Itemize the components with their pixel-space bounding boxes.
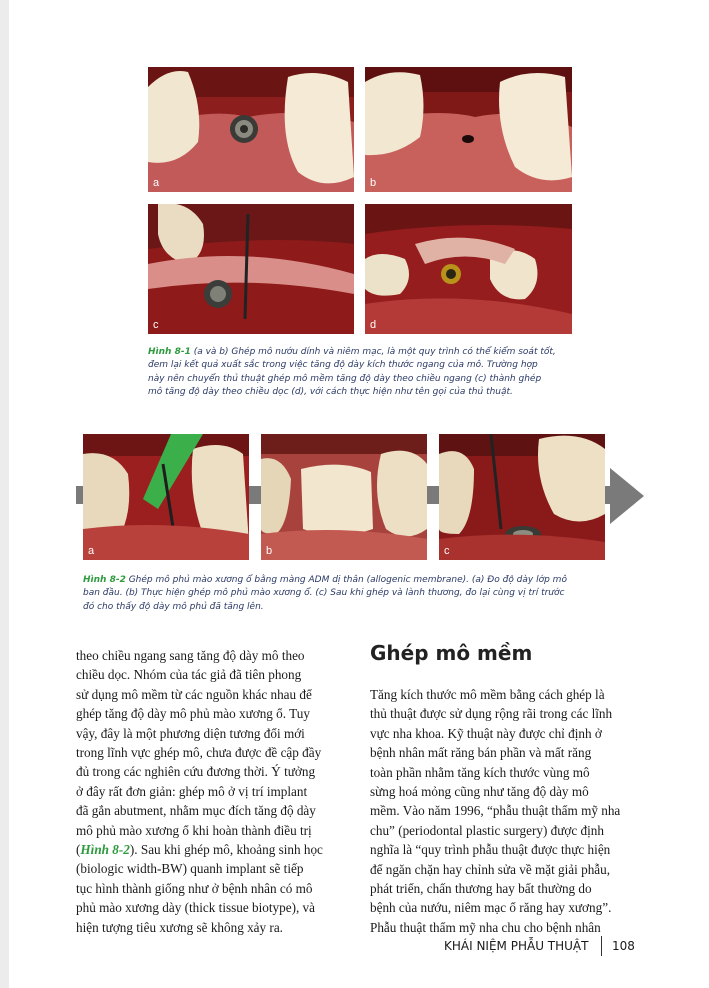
footer-divider — [601, 936, 602, 956]
body-line: mô phủ mào xương ổ khi hoàn thành điều trị — [76, 822, 312, 838]
figure2-caption-line: Ghép mô phủ mào xương ổ bằng màng ADM dị thân (allogenic membrane). (a) Đo độ dày lớp mô — [125, 575, 567, 585]
figure2-photo-a — [83, 434, 249, 560]
figure1-label-a: a — [153, 177, 160, 189]
arrow-right-icon — [610, 468, 644, 524]
body-line: để ngăn chặn hay chỉnh sửa về mặt giải phẫu, — [370, 861, 611, 877]
paren-text: ). Sau khi ghép mô, khoảng sinh học — [129, 842, 323, 858]
body-line: vậy, đây là một phương diện tương đối mới — [76, 725, 305, 741]
body-line: bệnh nhân mất răng bán phần và mất răng — [370, 745, 592, 761]
body-line: đủ trong các nghiên cứu đương thời. Ý tưởng — [76, 764, 316, 780]
section-heading: Ghép mô mềm — [370, 641, 533, 665]
body-line: sừng hoá mỏng cũng như tăng độ dày mô — [370, 784, 589, 800]
body-line: Tăng kích thước mô mềm bằng cách ghép là — [370, 687, 605, 702]
body-line: ghép tăng độ dày mô phủ mào xương ổ. Tuy — [76, 706, 310, 722]
body-line: hiện tượng tiêu xương sẽ không xảy ra. — [76, 919, 283, 935]
figure2-ref: Hình 8-2 — [83, 575, 126, 585]
body-line: tục hình thành giống như ở bệnh nhân có mô — [76, 880, 313, 896]
running-footer-title: KHÁI NIỆM PHẪU THUẬT — [444, 939, 589, 953]
figure1-label-c: c — [153, 319, 159, 331]
right-column-text — [370, 685, 645, 937]
body-line-with-figure-ref — [76, 840, 352, 859]
body-line: theo chiều ngang sang tăng độ dày mô theo — [76, 648, 305, 663]
figure2-caption-line: đó cho thấy độ dày mô phủ đã tăng lên. — [83, 601, 264, 612]
figure1-photo-a — [148, 67, 354, 192]
body-line: chiều dọc. Nhóm của tác giả đã tiên phong — [76, 667, 302, 683]
body-line: đã gắn abutment, nhằm mục đích tăng độ dày — [76, 803, 316, 819]
figure2-photo-b — [261, 434, 427, 560]
page-number: 108 — [612, 939, 635, 953]
figure1-caption-line: này nên chuyển thủ thuật ghép mô mềm tăng độ dày theo chiều ngang (c) thành ghép — [148, 373, 542, 384]
body-line: toàn phần nhằm tăng kích thước vùng mô — [370, 764, 590, 780]
figure1-label-d: d — [370, 319, 377, 331]
figure2-inline-ref[interactable]: Hình 8-2 — [80, 842, 130, 858]
figure1-photo-c — [148, 204, 354, 334]
body-line: nghĩa là “quy trình phẫu thuật được thực hiện — [370, 842, 611, 858]
body-line: phủ mào xương dày (thick tissue biotype), và — [76, 900, 315, 916]
paren-open: ( — [76, 842, 81, 858]
figure1-ref: Hình 8-1 — [148, 347, 191, 357]
figure1-caption-line: (a và b) Ghép mô nướu dính và niêm mạc, là một quy trình có thể kiểm soát tốt, — [190, 347, 556, 357]
body-line: (biologic width-BW) quanh implant sẽ tiếp — [76, 861, 304, 877]
body-line: bệnh của nướu, niêm mạc ổ răng hay xương”. — [370, 900, 612, 916]
figure1-label-b: b — [370, 177, 377, 189]
figure2-label-c: c — [444, 545, 450, 557]
body-line: vực nha khoa. Kỹ thuật này được chỉ định ở — [370, 725, 602, 741]
figure2-label-a: a — [88, 545, 95, 557]
body-line: Phẫu thuật thẩm mỹ nha chu cho bệnh nhân — [370, 919, 601, 935]
figure2-caption-line: ban đầu. (b) Thực hiện ghép mô phủ mào xương ổ. (c) Sau khi ghép và lành thương, đo lại cùng vị trí trước — [83, 588, 565, 599]
body-line: trong lĩnh vực ghép mô, chưa được đề cập đầy — [76, 745, 322, 761]
body-line: ở đây rất đơn giản: ghép mô ở vị trí implant — [76, 783, 308, 799]
figure1-caption — [148, 346, 578, 400]
figure1-photo-b — [365, 67, 572, 192]
figure1-caption-line: mô tăng độ dày theo chiều dọc (d), với cách thực hiện như tên gọi của thủ thuật. — [148, 387, 513, 398]
body-line: sử dụng mô mềm từ các nguồn khác nhau để — [76, 686, 312, 702]
page-edge — [0, 0, 9, 988]
body-line: phát triển, chấn thương hay bất thường do — [370, 881, 592, 897]
left-column-text — [76, 646, 352, 937]
figure2-photo-c — [439, 434, 605, 560]
figure2-label-b: b — [266, 545, 273, 557]
body-line: mềm. Vào năm 1996, “phẫu thuật thẩm mỹ nha — [370, 803, 621, 819]
body-line: thủ thuật được sử dụng rộng rãi trong các lĩnh — [370, 706, 613, 722]
figure2-caption — [83, 574, 613, 614]
body-line: chu” (periodontal plastic surgery) được định — [370, 822, 604, 838]
figure1-caption-line: đem lại kết quả xuất sắc trong việc tăng độ dày kích thước ngang của mô. Trường hợp — [148, 360, 538, 371]
figure1-photo-d — [365, 204, 572, 334]
